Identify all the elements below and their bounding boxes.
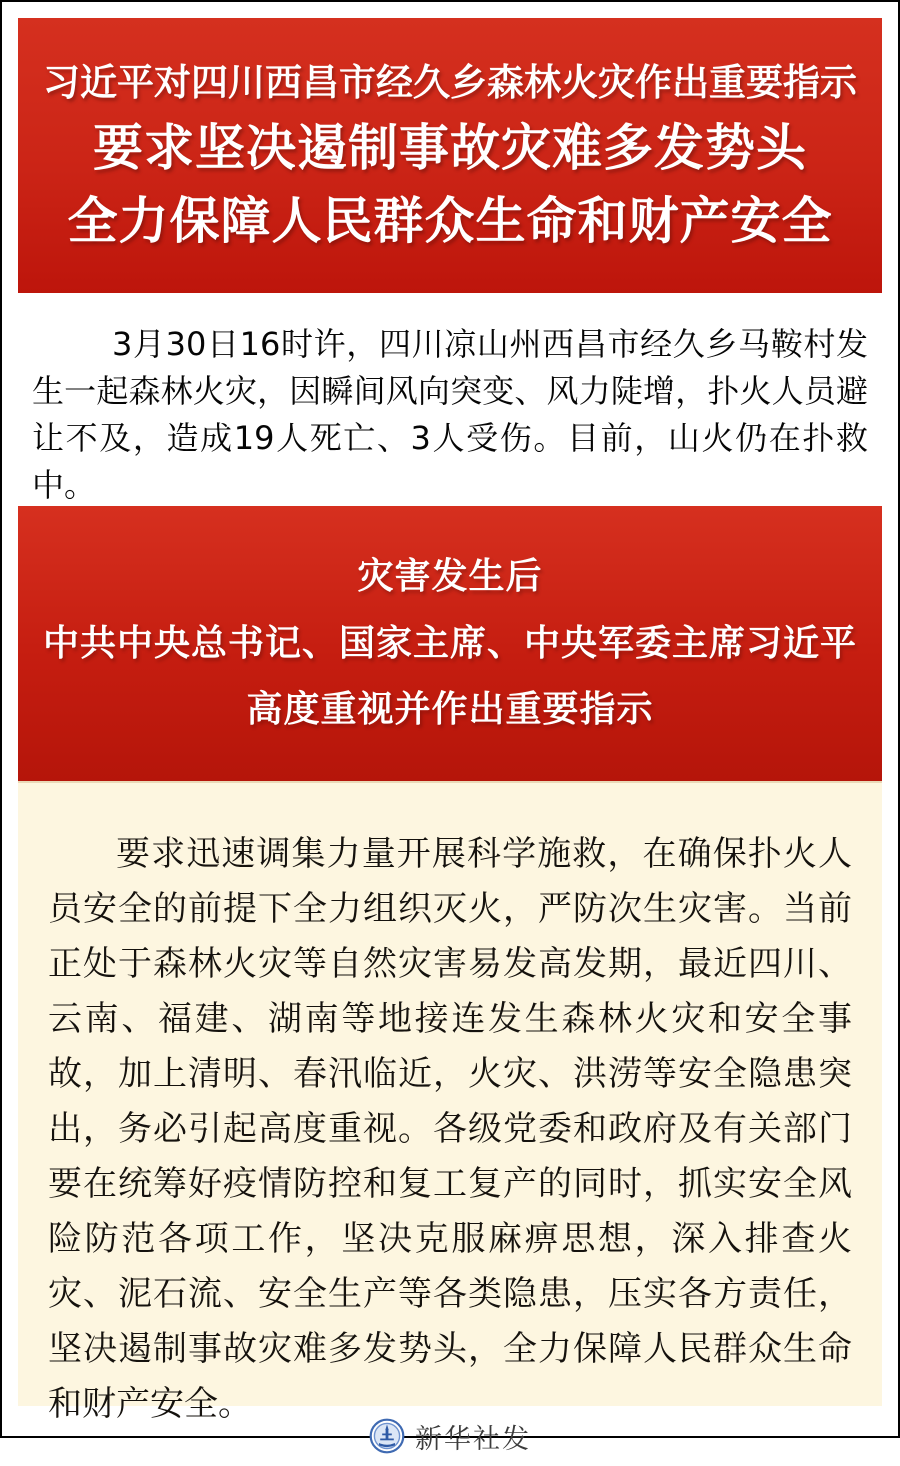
intro-section: [2, 321, 898, 506]
highlight-line-3: 高度重视并作出重要指示: [246, 689, 654, 731]
highlight-banner: [18, 506, 882, 781]
highlight-line-1: 灾害发生后: [357, 556, 543, 598]
headline-line-2: 要求坚决遏制事故灾难多发势头: [93, 119, 807, 178]
credit-text: 新华社发: [415, 1423, 531, 1455]
instruction-section: [18, 781, 882, 1424]
intro-paragraph: 3月30日16时许，四川凉山州西昌市经久乡马鞍村发生一起森林火灾，因瞬间风向突变、风力陡增，扑火人员避让不及，造成19人死亡、3人受伤。目前，山火仍在扑救中。: [32, 325, 868, 504]
headline-banner: [18, 18, 882, 293]
instruction-paragraph: 要求迅速调集力量开展科学施救，在确保扑火人员安全的前提下全力组织灭火，严防次生灾害。当前正处于森林火灾等自然灾害易发高发期，最近四川、云南、福建、湖南等地接连发生森林火灾和安全事故，加上清明、春汛临近，火灾、洪涝等安全隐患突出，务必引起高度重视。各级党委和政府及有关部门要在统筹好疫情防控和复工复产的同时，抓实安全风险防范各项工作，坚决克服麻痹思想，深入排查火灾、泥石流、安全生产等各类隐患，压实各方责任，坚决遏制事故灾难多发势头，全力保障人民群众生命和财产安全。: [48, 834, 852, 1424]
xinhua-emblem-icon: [369, 1418, 405, 1454]
headline-line-3: 全力保障人民群众生命和财产安全: [67, 191, 833, 250]
headline-line-1: 习近平对四川西昌市经久乡森林火灾作出重要指示: [43, 60, 857, 104]
highlight-line-2: 中共中央总书记、国家主席、中央军委主席习近平: [42, 622, 857, 664]
